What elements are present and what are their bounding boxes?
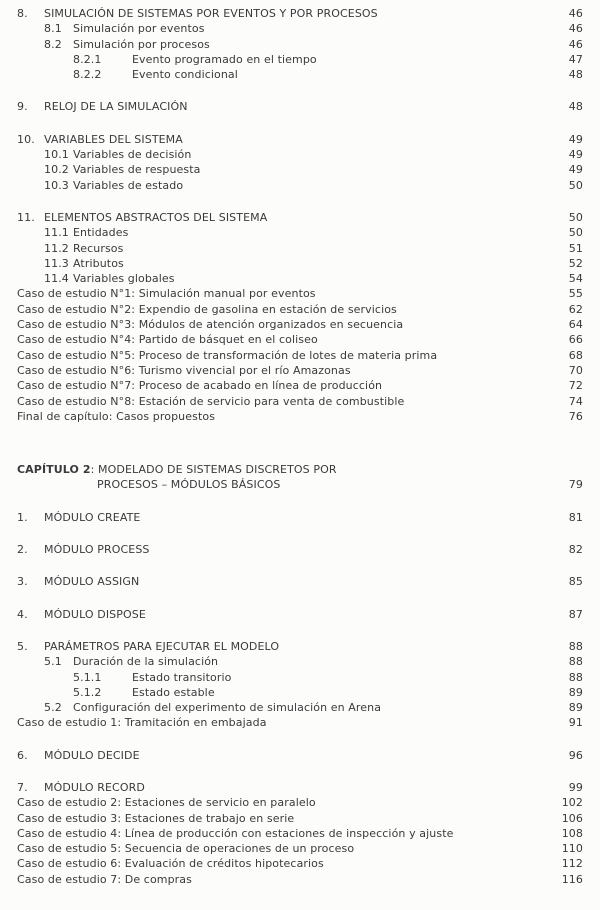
entry-title: Evento programado en el tiempo [132,52,317,66]
entry-title: VARIABLES DEL SISTEMA [44,132,183,146]
toc-entry [0,52,600,67]
entry-title: Variables de respuesta [73,163,201,177]
entry-page-number: 116 [561,872,583,886]
toc-entry [0,670,600,685]
toc-entry [0,21,600,36]
toc-entry [0,99,600,114]
entry-number: 7. [17,780,28,794]
toc-entry [0,795,600,810]
entry-page-number: 108 [561,826,583,840]
entry-page-number: 52 [568,256,583,270]
entry-title: MÓDULO CREATE [44,510,141,524]
entry-title: Caso de estudio 2: Estaciones de servicio en paralelo [17,796,316,810]
entry-title: Caso de estudio N°8: Estación de servicio para venta de combustible [17,394,405,408]
toc-entry [0,363,600,378]
entry-page-number: 110 [561,842,583,856]
entry-page-number: 88 [568,639,583,653]
entry-title: MÓDULO DECIDE [44,748,140,762]
entry-title: Caso de estudio N°4: Partido de básquet en el coliseo [17,333,318,347]
entry-page-number: 55 [568,287,583,301]
entry-page-number: 50 [568,226,583,240]
toc-entry [0,715,600,730]
entry-title: Duración de la simulación [73,655,219,669]
entry-page-number: 47 [568,52,583,66]
entry-page-number: 85 [568,575,583,589]
entry-number: 11.4 [44,272,69,286]
entry-number: 11.2 [44,241,69,255]
toc-entry [0,178,600,193]
toc-entry [0,241,600,256]
entry-page-number: 82 [568,543,583,557]
entry-title: Simulación por procesos [73,37,210,51]
entry-title: Caso de estudio 7: De compras [17,872,192,886]
entry-page-number: 51 [568,241,583,255]
chapter-title-continued: PROCESOS – MÓDULOS BÁSICOS [97,478,281,492]
entry-title: Caso de estudio N°5: Proceso de transformación de lotes de materia prima [17,348,438,362]
toc-entry [0,225,600,240]
entry-number: 4. [17,607,28,621]
entry-page-number: 46 [568,22,583,36]
entry-page-number: 62 [568,302,583,316]
toc-entry [0,510,600,525]
toc-entry [0,348,600,363]
toc-entry [0,286,600,301]
entry-page-number: 89 [568,685,583,699]
entry-title: Caso de estudio N°7: Proceso de acabado en línea de producción [17,379,383,393]
entry-title: Caso de estudio 5: Secuencia de operaciones de un proceso [17,842,355,856]
entry-page-number: 74 [568,394,583,408]
entry-page-number: 79 [568,478,583,492]
entry-page-number: 88 [568,655,583,669]
toc-entry [0,811,600,826]
entry-page-number: 50 [568,178,583,192]
entry-number: 1. [17,510,28,524]
toc-entry [0,256,600,271]
toc-entry [0,872,600,887]
toc-entry [0,856,600,871]
entry-title: RELOJ DE LA SIMULACIÓN [44,100,188,114]
entry-page-number: 87 [568,607,583,621]
entry-title: Estado transitorio [132,670,232,684]
toc-entry [0,147,600,162]
entry-page-number: 76 [568,409,583,423]
entry-number: 5.1.2 [73,685,102,699]
toc-entry [0,409,600,424]
entry-page-number: 112 [561,857,583,871]
entry-title: ELEMENTOS ABSTRACTOS DEL SISTEMA [44,210,268,224]
entry-page-number: 48 [568,68,583,82]
toc-entry [0,574,600,589]
toc-entry [0,685,600,700]
entry-page-number: 49 [568,163,583,177]
entry-title: Evento condicional [132,68,238,82]
entry-title: SIMULACIÓN DE SISTEMAS POR EVENTOS Y POR PROCESOS [44,7,378,20]
toc-entry [0,394,600,409]
entry-page-number: 66 [568,333,583,347]
entry-title: Caso de estudio 3: Estaciones de trabajo en serie [17,811,295,825]
entry-page-number: 106 [561,811,583,825]
entry-page-number: 54 [568,272,583,286]
chapter-title-rest: : MODELADO DE SISTEMAS DISCRETOS POR [90,463,337,477]
entry-number: 8.2.2 [73,68,102,82]
entry-page-number: 91 [568,716,583,730]
toc-list [0,6,600,887]
entry-title: Caso de estudio N°6: Turismo vivencial por el río Amazonas [17,363,351,377]
entry-number: 5. [17,639,28,653]
entry-title: Final de capítulo: Casos propuestos [17,409,216,423]
entry-title: Entidades [73,226,129,240]
chapter-heading-text [17,462,583,477]
entry-page-number: 72 [568,379,583,393]
entry-title: Atributos [73,256,124,270]
entry-number: 2. [17,543,28,557]
entry-title: Variables globales [73,272,175,286]
entry-title: Caso de estudio N°2: Expendio de gasolina en estación de servicios [17,302,397,316]
entry-page-number: 49 [568,132,583,146]
toc-entry [0,841,600,856]
toc-entry [0,271,600,286]
entry-number: 10.1 [44,148,69,162]
entry-title: PARÁMETROS PARA EJECUTAR EL MODELO [44,639,280,653]
entry-page-number: 46 [568,7,583,20]
entry-number: 10.3 [44,178,69,192]
entry-title: Caso de estudio 4: Línea de producción con estaciones de inspección y ajuste [17,826,454,840]
entry-number: 5.1 [44,655,62,669]
toc-entry [0,332,600,347]
entry-title: Simulación por eventos [73,22,205,36]
entry-title: MÓDULO RECORD [44,780,145,794]
entry-title: Recursos [73,241,124,255]
entry-page-number: 70 [568,363,583,377]
entry-number: 11.1 [44,226,69,240]
toc-entry [0,162,600,177]
entry-title: Configuración del experimento de simulación en Arena [73,701,382,715]
toc-entry [0,37,600,52]
toc-entry [0,700,600,715]
entry-number: 5.1.1 [73,670,102,684]
entry-page-number: 48 [568,100,583,114]
entry-number: 8.2.1 [73,52,102,66]
toc-entry [0,132,600,147]
toc-entry [0,639,600,654]
chapter-heading-line1 [0,462,600,477]
entry-title: Caso de estudio N°1: Simulación manual por eventos [17,287,316,301]
entry-title: Caso de estudio 1: Tramitación en embajada [17,716,267,730]
entry-number: 11.3 [44,256,69,270]
entry-title: MÓDULO ASSIGN [44,575,140,589]
entry-page-number: 49 [568,148,583,162]
toc-entry [0,748,600,763]
entry-number: 6. [17,748,28,762]
entry-number: 11. [17,210,35,224]
entry-title: Variables de estado [73,178,184,192]
entry-title: Estado estable [132,685,215,699]
entry-page-number: 81 [568,510,583,524]
entry-number: 8. [17,7,28,20]
entry-title: Variables de decisión [73,148,192,162]
entry-page-number: 64 [568,318,583,332]
entry-number: 10. [17,132,35,146]
toc-entry [0,654,600,669]
entry-title: MÓDULO DISPOSE [44,607,146,621]
toc-entry [0,6,600,21]
entry-number: 8.1 [44,22,62,36]
toc-entry [0,826,600,841]
chapter-heading-line2 [0,477,600,492]
entry-page-number: 96 [568,748,583,762]
toc-entry [0,542,600,557]
entry-number: 8.2 [44,37,62,51]
toc-entry [0,210,600,225]
entry-page-number: 99 [568,780,583,794]
entry-title: MÓDULO PROCESS [44,543,150,557]
toc-entry [0,302,600,317]
toc-entry [0,67,600,82]
toc-entry [0,317,600,332]
entry-page-number: 102 [561,796,583,810]
entry-number: 5.2 [44,701,62,715]
entry-page-number: 88 [568,670,583,684]
toc-entry [0,378,600,393]
entry-page-number: 68 [568,348,583,362]
entry-number: 10.2 [44,163,69,177]
entry-number: 3. [17,575,28,589]
chapter-label: CAPÍTULO 2 [17,463,91,477]
entry-page-number: 50 [568,210,583,224]
entry-page-number: 89 [568,701,583,715]
entry-page-number: 46 [568,37,583,51]
entry-number: 9. [17,100,28,114]
toc-entry [0,607,600,622]
entry-title: Caso de estudio N°3: Módulos de atención organizados en secuencia [17,318,404,332]
toc-entry [0,780,600,795]
entry-title: Caso de estudio 6: Evaluación de créditos hipotecarios [17,857,324,871]
